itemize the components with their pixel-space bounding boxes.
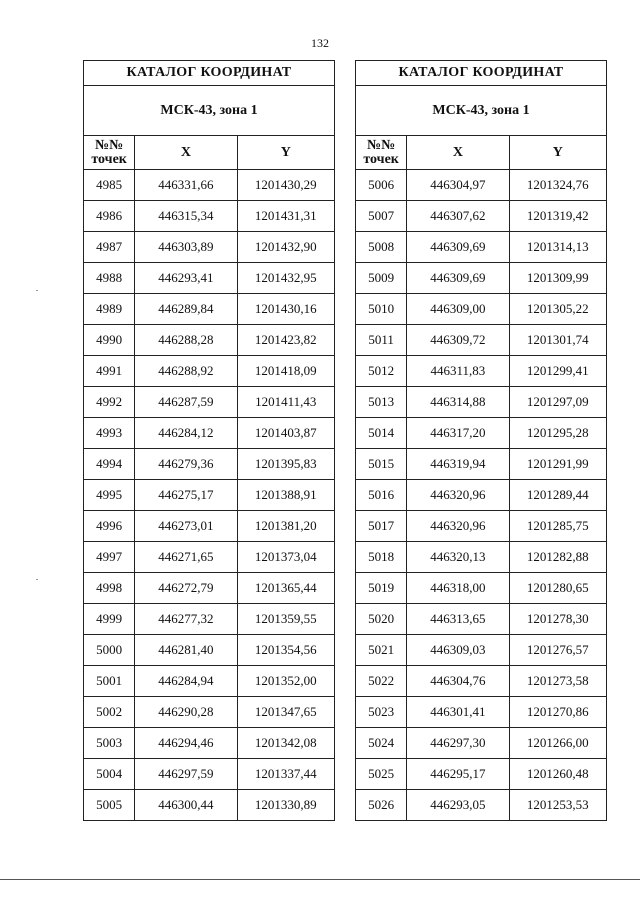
- coord-y: 1201432,90: [237, 232, 334, 263]
- table-row: [356, 480, 607, 511]
- point-number: 4998: [84, 573, 135, 604]
- table-row: [84, 294, 335, 325]
- table-row: [84, 790, 335, 821]
- table-row: [356, 170, 607, 201]
- point-number: 4989: [84, 294, 135, 325]
- coord-x: 446309,69: [407, 263, 509, 294]
- point-number: 4995: [84, 480, 135, 511]
- point-number: 5001: [84, 666, 135, 697]
- coord-y: 1201278,30: [509, 604, 606, 635]
- table-row: [84, 356, 335, 387]
- coord-x: 446301,41: [407, 697, 509, 728]
- table-row: [84, 449, 335, 480]
- table-row: [356, 666, 607, 697]
- coord-y: 1201430,16: [237, 294, 334, 325]
- coord-y: 1201289,44: [509, 480, 606, 511]
- coord-y: 1201347,65: [237, 697, 334, 728]
- coord-y: 1201423,82: [237, 325, 334, 356]
- coord-y: 1201260,48: [509, 759, 606, 790]
- coord-x: 446304,76: [407, 666, 509, 697]
- column-header-number: [84, 136, 135, 170]
- coordinate-system: МСК-43, зона 1: [356, 86, 607, 136]
- table-row: [84, 325, 335, 356]
- coord-y: 1201273,58: [509, 666, 606, 697]
- table-row: [84, 418, 335, 449]
- point-number: 5006: [356, 170, 407, 201]
- coord-y: 1201337,44: [237, 759, 334, 790]
- coord-x: 446311,83: [407, 356, 509, 387]
- coord-y: 1201411,43: [237, 387, 334, 418]
- point-number: 5022: [356, 666, 407, 697]
- coord-y: 1201431,31: [237, 201, 334, 232]
- coord-y: 1201285,75: [509, 511, 606, 542]
- point-number: 5023: [356, 697, 407, 728]
- coord-x: 446293,41: [135, 263, 237, 294]
- coord-y: 1201395,83: [237, 449, 334, 480]
- coord-y: 1201324,76: [509, 170, 606, 201]
- table-row: [356, 573, 607, 604]
- point-number: 5021: [356, 635, 407, 666]
- coord-x: 446284,12: [135, 418, 237, 449]
- table-row: [84, 604, 335, 635]
- coord-y: 1201282,88: [509, 542, 606, 573]
- coord-x: 446331,66: [135, 170, 237, 201]
- point-number: 5005: [84, 790, 135, 821]
- table-row: [84, 511, 335, 542]
- coord-y: 1201330,89: [237, 790, 334, 821]
- coord-x: 446304,97: [407, 170, 509, 201]
- coord-x: 446271,65: [135, 542, 237, 573]
- scan-edge-line: [0, 879, 640, 880]
- point-number: 5024: [356, 728, 407, 759]
- table-row: [84, 542, 335, 573]
- coord-x: 446314,88: [407, 387, 509, 418]
- column-header-x: X: [135, 136, 237, 170]
- coord-x: 446315,34: [135, 201, 237, 232]
- column-header-x: X: [407, 136, 509, 170]
- table-row: [356, 232, 607, 263]
- coord-y: 1201309,99: [509, 263, 606, 294]
- coord-x: 446284,94: [135, 666, 237, 697]
- coord-y: 1201266,00: [509, 728, 606, 759]
- point-number: 4987: [84, 232, 135, 263]
- table-row: [84, 263, 335, 294]
- coord-x: 446320,13: [407, 542, 509, 573]
- table-row: [84, 201, 335, 232]
- point-number: 4996: [84, 511, 135, 542]
- coord-x: 446279,36: [135, 449, 237, 480]
- coord-y: 1201403,87: [237, 418, 334, 449]
- coord-x: 446309,03: [407, 635, 509, 666]
- coord-y: 1201373,04: [237, 542, 334, 573]
- point-number: 4991: [84, 356, 135, 387]
- point-number: 4993: [84, 418, 135, 449]
- table-row: [84, 666, 335, 697]
- table-body: [84, 170, 335, 821]
- coord-y: 1201342,08: [237, 728, 334, 759]
- coord-x: 446317,20: [407, 418, 509, 449]
- column-header-number-text: №№ точек: [91, 137, 127, 167]
- table-row: [84, 232, 335, 263]
- point-number: 4992: [84, 387, 135, 418]
- table-row: [356, 790, 607, 821]
- coord-y: 1201432,95: [237, 263, 334, 294]
- coord-y: 1201301,74: [509, 325, 606, 356]
- table-row: [84, 759, 335, 790]
- catalog-title: КАТАЛОГ КООРДИНАТ: [84, 61, 335, 86]
- table-row: [84, 387, 335, 418]
- point-number: 4986: [84, 201, 135, 232]
- point-number: 4999: [84, 604, 135, 635]
- table-body: [356, 170, 607, 821]
- point-number: 4988: [84, 263, 135, 294]
- table-row: [356, 449, 607, 480]
- point-number: 4985: [84, 170, 135, 201]
- point-number: 5016: [356, 480, 407, 511]
- table-row: [356, 263, 607, 294]
- coord-x: 446307,62: [407, 201, 509, 232]
- column-header-number: [356, 136, 407, 170]
- coord-x: 446309,72: [407, 325, 509, 356]
- point-number: 5013: [356, 387, 407, 418]
- coord-x: 446318,00: [407, 573, 509, 604]
- point-number: 5002: [84, 697, 135, 728]
- point-number: 5009: [356, 263, 407, 294]
- table-row: [356, 418, 607, 449]
- coord-x: 446309,00: [407, 294, 509, 325]
- point-number: 4990: [84, 325, 135, 356]
- point-number: 5025: [356, 759, 407, 790]
- point-number: 5026: [356, 790, 407, 821]
- coord-y: 1201270,86: [509, 697, 606, 728]
- coord-x: 446295,17: [407, 759, 509, 790]
- table-row: [84, 697, 335, 728]
- point-number: 5007: [356, 201, 407, 232]
- table-row: [84, 170, 335, 201]
- point-number: 5000: [84, 635, 135, 666]
- coord-x: 446297,30: [407, 728, 509, 759]
- point-number: 5012: [356, 356, 407, 387]
- coord-x: 446273,01: [135, 511, 237, 542]
- coord-x: 446272,79: [135, 573, 237, 604]
- coord-y: 1201418,09: [237, 356, 334, 387]
- coord-y: 1201295,28: [509, 418, 606, 449]
- coord-x: 446290,28: [135, 697, 237, 728]
- table-row: [84, 635, 335, 666]
- coord-y: 1201388,91: [237, 480, 334, 511]
- coord-y: 1201297,09: [509, 387, 606, 418]
- coord-x: 446294,46: [135, 728, 237, 759]
- coord-y: 1201352,00: [237, 666, 334, 697]
- coord-y: 1201276,57: [509, 635, 606, 666]
- point-number: 5003: [84, 728, 135, 759]
- point-number: 5008: [356, 232, 407, 263]
- table-row: [84, 728, 335, 759]
- coord-y: 1201381,20: [237, 511, 334, 542]
- column-header-y: Y: [509, 136, 606, 170]
- coord-x: 446277,32: [135, 604, 237, 635]
- coord-y: 1201314,13: [509, 232, 606, 263]
- point-number: 4997: [84, 542, 135, 573]
- coordinate-catalog-table-left: [83, 60, 335, 821]
- table-row: [356, 697, 607, 728]
- coord-y: 1201365,44: [237, 573, 334, 604]
- point-number: 5019: [356, 573, 407, 604]
- coord-y: 1201280,65: [509, 573, 606, 604]
- point-number: 5011: [356, 325, 407, 356]
- scan-speck: [36, 290, 38, 291]
- coord-x: 446287,59: [135, 387, 237, 418]
- table-row: [356, 635, 607, 666]
- coord-y: 1201291,99: [509, 449, 606, 480]
- coord-y: 1201299,41: [509, 356, 606, 387]
- point-number: 5010: [356, 294, 407, 325]
- coord-x: 446303,89: [135, 232, 237, 263]
- coord-y: 1201253,53: [509, 790, 606, 821]
- column-header-number-text: №№ точек: [363, 137, 399, 167]
- coord-y: 1201359,55: [237, 604, 334, 635]
- point-number: 5014: [356, 418, 407, 449]
- table-row: [84, 480, 335, 511]
- coord-x: 446320,96: [407, 480, 509, 511]
- coord-x: 446288,28: [135, 325, 237, 356]
- table-row: [356, 201, 607, 232]
- coordinate-catalog-table-right: [355, 60, 607, 821]
- coord-x: 446313,65: [407, 604, 509, 635]
- point-number: 5017: [356, 511, 407, 542]
- coord-x: 446281,40: [135, 635, 237, 666]
- coord-x: 446293,05: [407, 790, 509, 821]
- column-header-y: Y: [237, 136, 334, 170]
- coord-x: 446289,84: [135, 294, 237, 325]
- table-row: [84, 573, 335, 604]
- point-number: 4994: [84, 449, 135, 480]
- table-row: [356, 294, 607, 325]
- coord-x: 446320,96: [407, 511, 509, 542]
- table-row: [356, 511, 607, 542]
- point-number: 5004: [84, 759, 135, 790]
- table-row: [356, 542, 607, 573]
- scan-speck: [36, 579, 38, 580]
- table-row: [356, 387, 607, 418]
- coord-x: 446300,44: [135, 790, 237, 821]
- coord-y: 1201430,29: [237, 170, 334, 201]
- coordinate-system: МСК-43, зона 1: [84, 86, 335, 136]
- point-number: 5018: [356, 542, 407, 573]
- coord-x: 446309,69: [407, 232, 509, 263]
- coord-y: 1201319,42: [509, 201, 606, 232]
- table-row: [356, 604, 607, 635]
- table-row: [356, 759, 607, 790]
- table-row: [356, 356, 607, 387]
- page-number: 132: [311, 36, 329, 50]
- table-row: [356, 325, 607, 356]
- coord-x: 446319,94: [407, 449, 509, 480]
- catalog-title: КАТАЛОГ КООРДИНАТ: [356, 61, 607, 86]
- coord-y: 1201354,56: [237, 635, 334, 666]
- coord-x: 446297,59: [135, 759, 237, 790]
- point-number: 5015: [356, 449, 407, 480]
- table-row: [356, 728, 607, 759]
- coord-y: 1201305,22: [509, 294, 606, 325]
- point-number: 5020: [356, 604, 407, 635]
- coord-x: 446275,17: [135, 480, 237, 511]
- coord-x: 446288,92: [135, 356, 237, 387]
